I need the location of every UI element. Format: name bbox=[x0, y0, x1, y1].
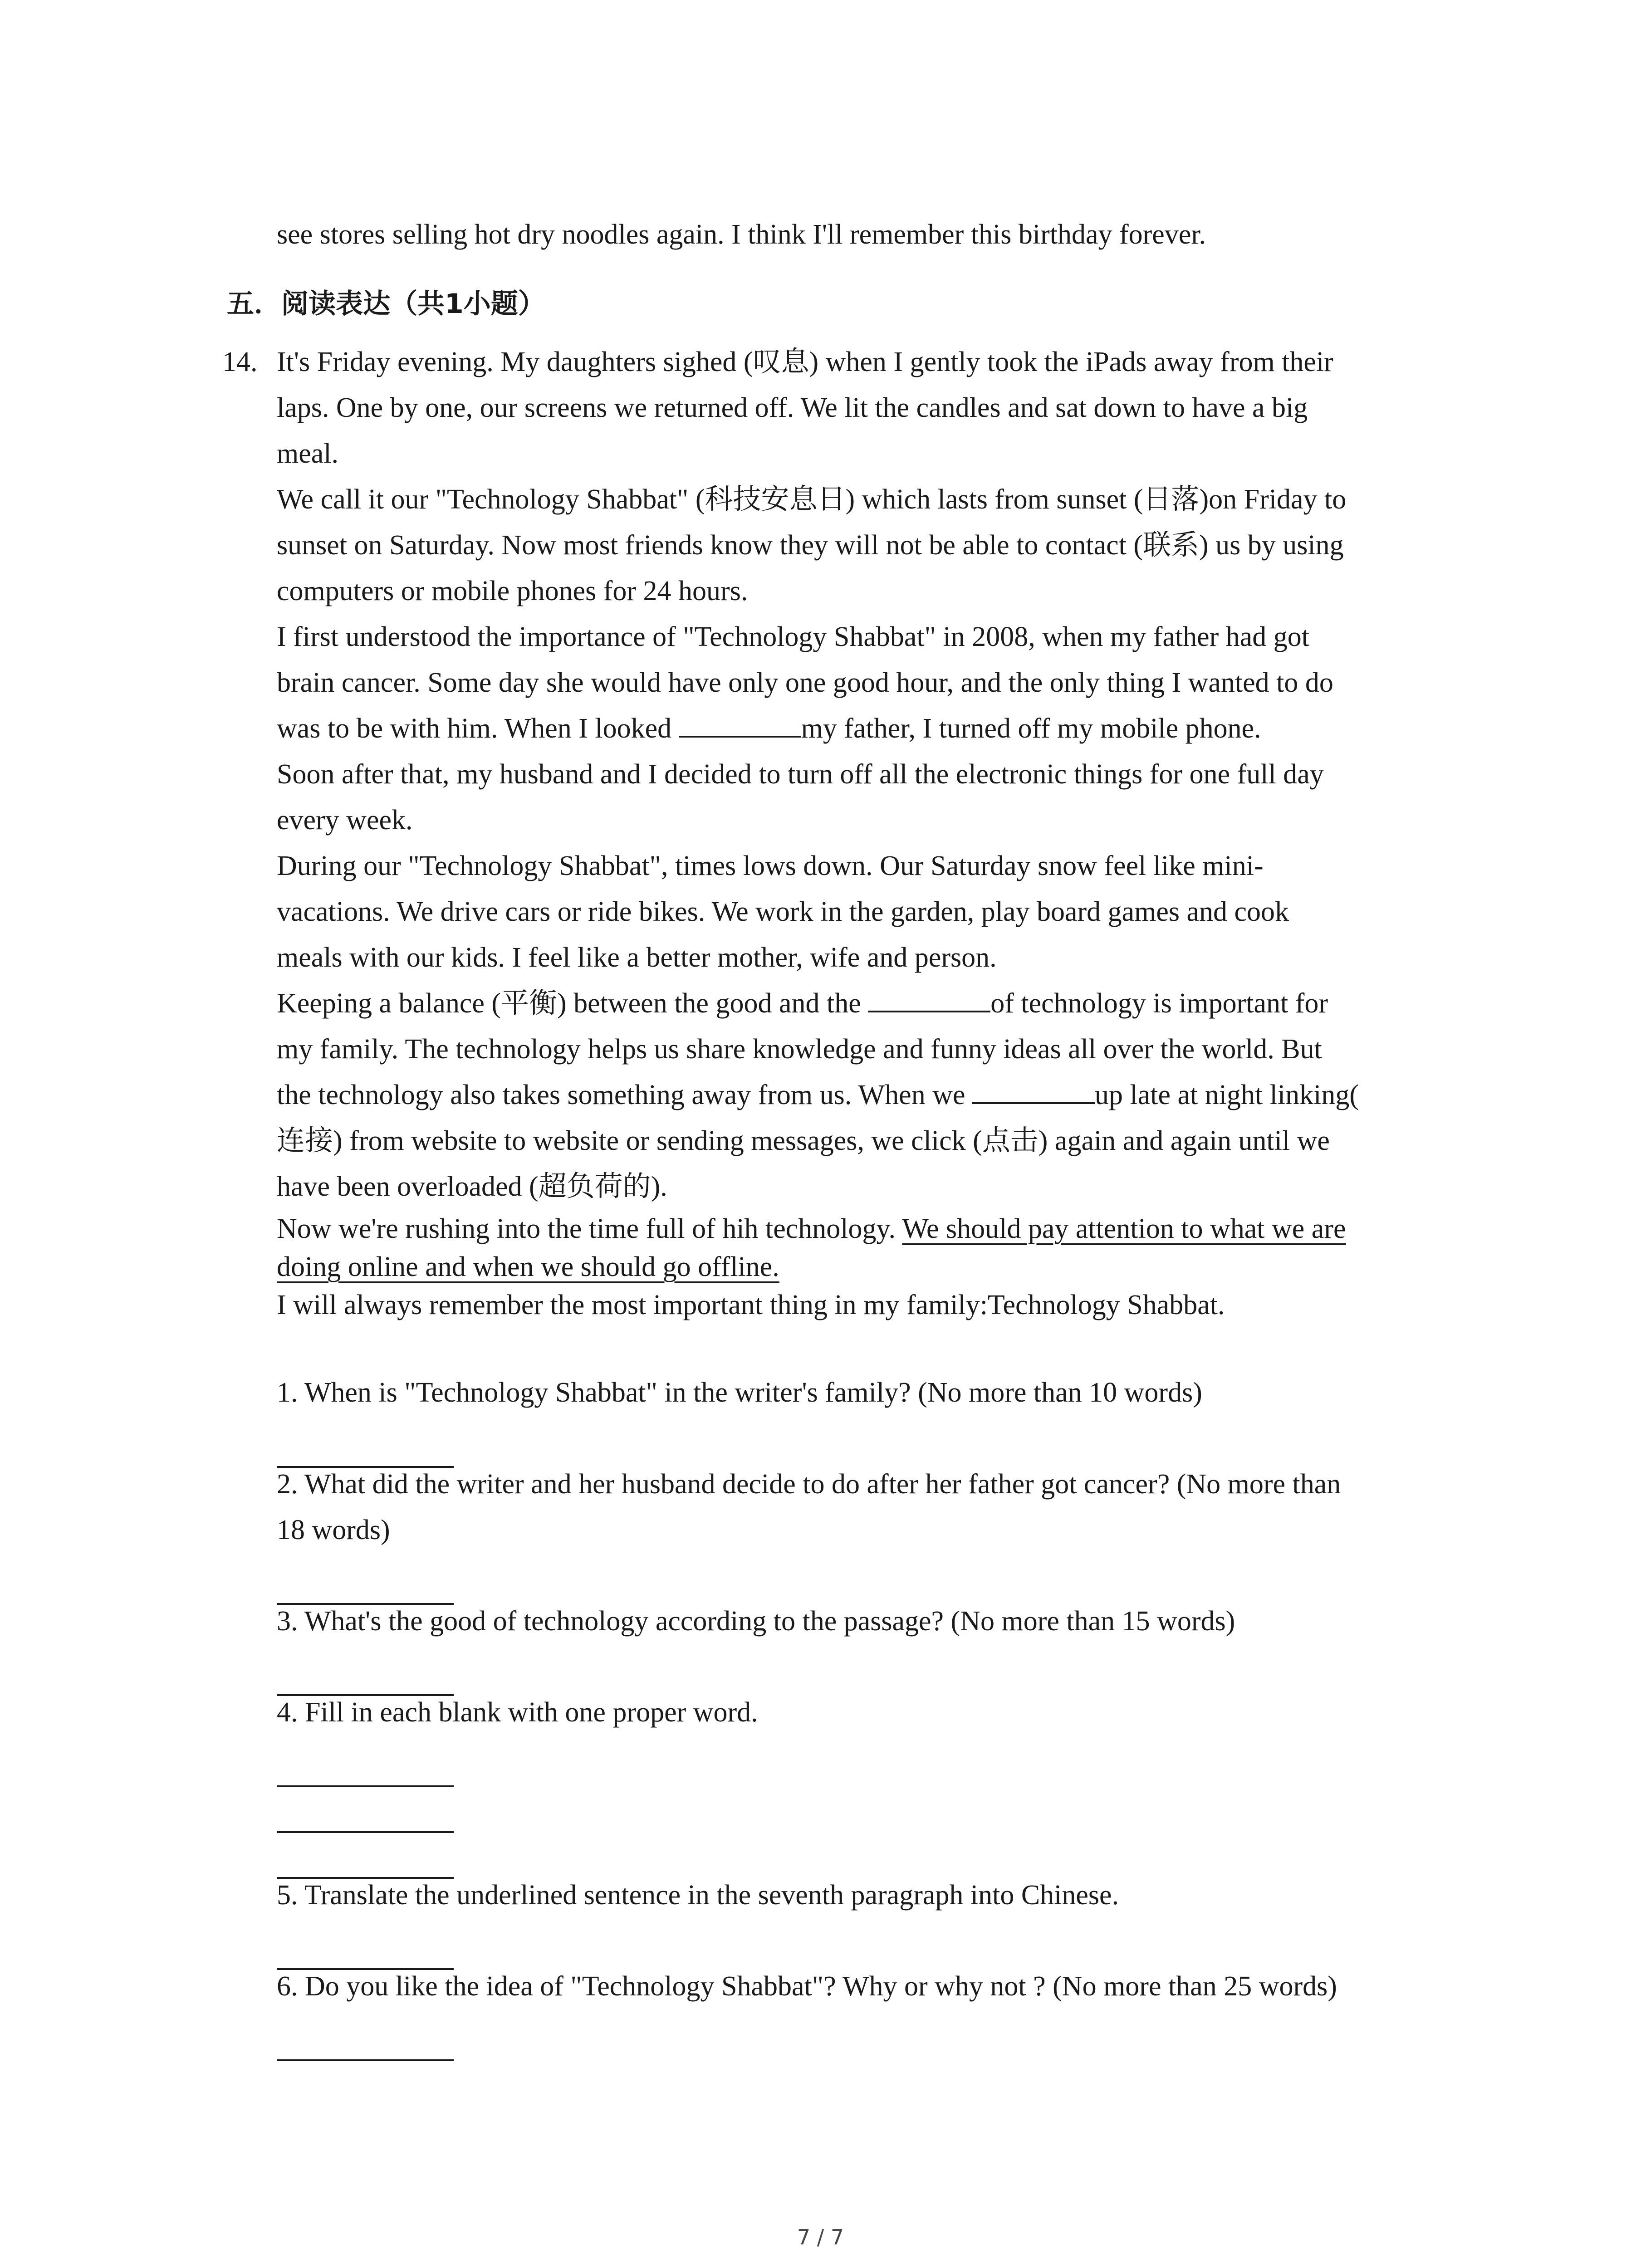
passage-line bbox=[277, 1248, 1456, 1286]
fill-blank-3[interactable] bbox=[972, 1077, 1095, 1104]
passage-line bbox=[277, 1072, 1456, 1118]
passage-line: We call it our "Technology Shabbat" (科技安息日) which lasts from sunset (日落)on Friday to bbox=[277, 484, 1347, 515]
question-2: 2. What did the writer and her husband decide to do after her father got cancer? (No more than bbox=[277, 1469, 1341, 1500]
passage-line bbox=[277, 981, 1456, 1026]
passage-line: laps. One by one, our screens we returned off. We lit the candles and sat down to have a big bbox=[277, 392, 1308, 423]
question-1: 1. When is "Technology Shabbat" in the writer's family? (No more than 10 words) bbox=[277, 1377, 1202, 1408]
passage-line: every week. bbox=[277, 805, 413, 836]
fill-blank-1[interactable] bbox=[679, 710, 801, 738]
passage-line: computers or mobile phones for 24 hours. bbox=[277, 576, 748, 606]
passage-line bbox=[277, 1210, 1456, 1248]
passage-line: meal. bbox=[277, 438, 338, 469]
answer-line-4b[interactable] bbox=[277, 1831, 454, 1833]
question-number: 14. bbox=[222, 347, 258, 377]
question-3: 3. What's the good of technology according to the passage? (No more than 15 words) bbox=[277, 1606, 1235, 1637]
passage-line: have been overloaded (超负荷的). bbox=[277, 1171, 667, 1202]
passage-line: sunset on Saturday. Now most friends know they will not be able to contact (联系) us by using bbox=[277, 530, 1344, 561]
question-5: 5. Translate the underlined sentence in the seventh paragraph into Chinese. bbox=[277, 1880, 1119, 1911]
question-6: 6. Do you like the idea of "Technology Shabbat"? Why or why not ? (No more than 25 words) bbox=[277, 1971, 1337, 2002]
passage-text: of technology is important for bbox=[990, 988, 1328, 1019]
passage-line: During our "Technology Shabbat", times lows down. Our Saturday snow feel like mini- bbox=[277, 850, 1264, 881]
passage-line: I first understood the importance of "Technology Shabbat" in 2008, when my father had got bbox=[277, 621, 1310, 652]
page-number: 7 / 7 bbox=[797, 2225, 844, 2249]
passage-text: my father, I turned off my mobile phone. bbox=[801, 713, 1261, 744]
passage-line: brain cancer. Some day she would have only one good hour, and the only thing I wanted to do bbox=[277, 667, 1333, 698]
answer-line-4a[interactable] bbox=[277, 1785, 454, 1787]
fill-blank-2[interactable] bbox=[868, 985, 990, 1012]
underlined-sentence: doing online and when we should go offline. bbox=[277, 1251, 779, 1282]
passage-line bbox=[277, 706, 1456, 752]
passage-text: up late at night linking( bbox=[1095, 1080, 1359, 1110]
answer-line-6[interactable] bbox=[277, 2059, 454, 2061]
underlined-sentence: We should pay attention to what we are bbox=[902, 1213, 1346, 1244]
passage-line: meals with our kids. I feel like a better mother, wife and person. bbox=[277, 942, 997, 973]
intro-line: see stores selling hot dry noodles again. I think I'll remember this birthday forever. bbox=[277, 219, 1206, 250]
passage-text: was to be with him. When I looked bbox=[277, 713, 679, 744]
passage-line: 连接) from website to website or sending messages, we click (点击) again and again until we bbox=[277, 1125, 1330, 1156]
passage-text: Now we're rushing into the time full of hih technology. bbox=[277, 1213, 902, 1244]
passage-line: I will always remember the most important thing in my family:Technology Shabbat. bbox=[277, 1290, 1225, 1320]
passage-line: my family. The technology helps us share knowledge and funny ideas all over the world. But bbox=[277, 1034, 1322, 1065]
passage-text: the technology also takes something away from us. When we bbox=[277, 1080, 972, 1110]
passage-line: vacations. We drive cars or ride bikes. We work in the garden, play board games and cook bbox=[277, 896, 1289, 927]
passage-text: Keeping a balance (平衡) between the good and the bbox=[277, 988, 868, 1019]
passage-line: It's Friday evening. My daughters sighed (叹息) when I gently took the iPads away from their bbox=[277, 347, 1333, 377]
passage-line: Soon after that, my husband and I decided to turn off all the electronic things for one full day bbox=[277, 759, 1324, 790]
reading-passage bbox=[277, 339, 1456, 1324]
section-heading: 五．阅读表达（共1小题） bbox=[227, 288, 545, 320]
question-2-cont: 18 words) bbox=[277, 1515, 390, 1545]
question-4: 4. Fill in each blank with one proper word. bbox=[277, 1697, 758, 1728]
